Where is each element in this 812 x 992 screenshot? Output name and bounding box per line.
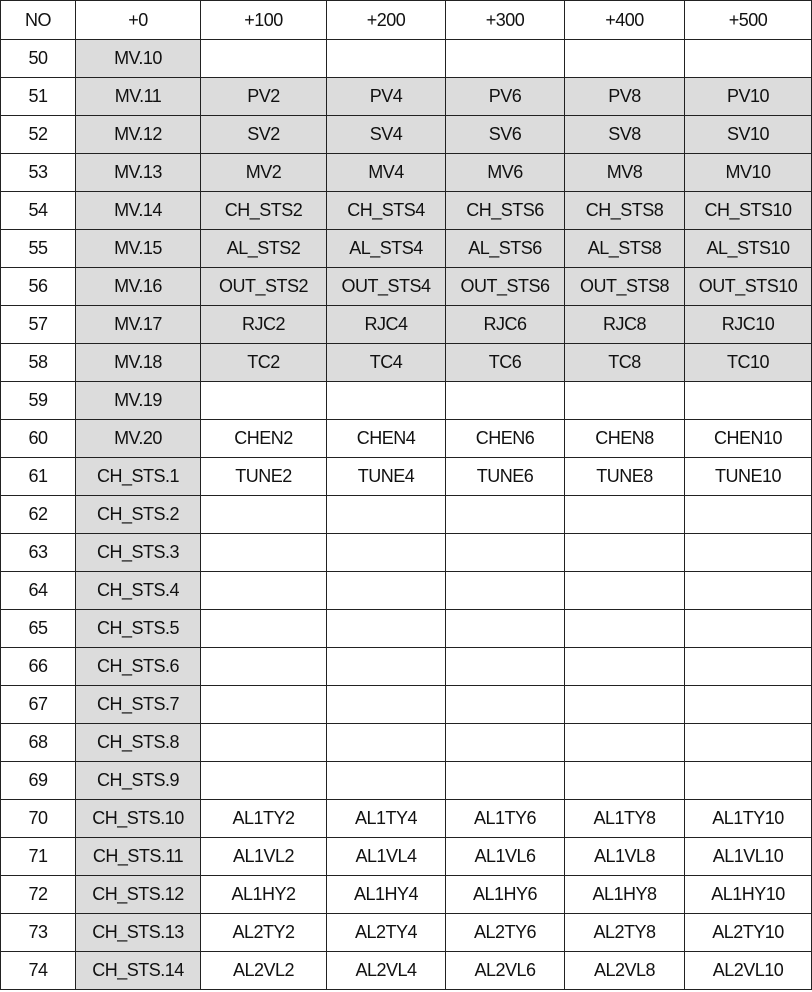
cell-offset-400: MV8 bbox=[565, 154, 685, 192]
table-row bbox=[1, 686, 812, 724]
cell-offset-300 bbox=[446, 382, 565, 420]
cell-no: 74 bbox=[1, 952, 76, 990]
cell-offset-500: SV10 bbox=[685, 116, 812, 154]
cell-offset-500: RJC10 bbox=[685, 306, 812, 344]
cell-offset-0: MV.20 bbox=[76, 420, 201, 458]
cell-offset-100: AL2TY2 bbox=[201, 914, 327, 952]
cell-offset-500 bbox=[685, 686, 812, 724]
cell-no: 50 bbox=[1, 40, 76, 78]
cell-offset-500: TC10 bbox=[685, 344, 812, 382]
cell-offset-300: AL2VL6 bbox=[446, 952, 565, 990]
cell-offset-400: CHEN8 bbox=[565, 420, 685, 458]
cell-offset-200 bbox=[327, 534, 446, 572]
table-row bbox=[1, 724, 812, 762]
cell-offset-500: AL1TY10 bbox=[685, 800, 812, 838]
cell-offset-100: PV2 bbox=[201, 78, 327, 116]
cell-offset-500: MV10 bbox=[685, 154, 812, 192]
cell-offset-0: MV.12 bbox=[76, 116, 201, 154]
cell-offset-300 bbox=[446, 686, 565, 724]
cell-offset-100 bbox=[201, 496, 327, 534]
cell-offset-500 bbox=[685, 534, 812, 572]
cell-no: 55 bbox=[1, 230, 76, 268]
cell-offset-400 bbox=[565, 648, 685, 686]
cell-offset-100: AL1TY2 bbox=[201, 800, 327, 838]
cell-offset-0: CH_STS.12 bbox=[76, 876, 201, 914]
cell-no: 67 bbox=[1, 686, 76, 724]
cell-no: 51 bbox=[1, 78, 76, 116]
cell-offset-100: AL2VL2 bbox=[201, 952, 327, 990]
cell-offset-500 bbox=[685, 762, 812, 800]
cell-offset-400: TUNE8 bbox=[565, 458, 685, 496]
cell-offset-200: OUT_STS4 bbox=[327, 268, 446, 306]
cell-offset-100 bbox=[201, 40, 327, 78]
cell-offset-0: CH_STS.13 bbox=[76, 914, 201, 952]
cell-offset-500: AL_STS10 bbox=[685, 230, 812, 268]
header-no: NO bbox=[1, 1, 76, 40]
table-row bbox=[1, 344, 812, 382]
cell-offset-300: MV6 bbox=[446, 154, 565, 192]
table-row bbox=[1, 40, 812, 78]
cell-offset-200: CH_STS4 bbox=[327, 192, 446, 230]
cell-offset-300 bbox=[446, 648, 565, 686]
cell-no: 61 bbox=[1, 458, 76, 496]
cell-offset-500 bbox=[685, 496, 812, 534]
table-row bbox=[1, 952, 812, 990]
cell-no: 62 bbox=[1, 496, 76, 534]
cell-offset-100 bbox=[201, 382, 327, 420]
table-row bbox=[1, 876, 812, 914]
cell-offset-100: RJC2 bbox=[201, 306, 327, 344]
cell-no: 70 bbox=[1, 800, 76, 838]
table-row bbox=[1, 382, 812, 420]
cell-offset-400 bbox=[565, 534, 685, 572]
cell-offset-200: RJC4 bbox=[327, 306, 446, 344]
cell-offset-500: CH_STS10 bbox=[685, 192, 812, 230]
table-row bbox=[1, 306, 812, 344]
cell-offset-400: RJC8 bbox=[565, 306, 685, 344]
cell-offset-500: TUNE10 bbox=[685, 458, 812, 496]
header-offset-300: +300 bbox=[446, 1, 565, 40]
table-row bbox=[1, 116, 812, 154]
cell-offset-400 bbox=[565, 762, 685, 800]
cell-offset-400: CH_STS8 bbox=[565, 192, 685, 230]
cell-offset-100: AL1HY2 bbox=[201, 876, 327, 914]
cell-no: 72 bbox=[1, 876, 76, 914]
cell-offset-500: AL1HY10 bbox=[685, 876, 812, 914]
cell-offset-0: MV.13 bbox=[76, 154, 201, 192]
cell-offset-300: CHEN6 bbox=[446, 420, 565, 458]
cell-offset-200: MV4 bbox=[327, 154, 446, 192]
cell-offset-500: AL2VL10 bbox=[685, 952, 812, 990]
cell-offset-0: CH_STS.8 bbox=[76, 724, 201, 762]
cell-offset-400: AL1HY8 bbox=[565, 876, 685, 914]
table-row bbox=[1, 154, 812, 192]
cell-offset-0: MV.19 bbox=[76, 382, 201, 420]
cell-no: 66 bbox=[1, 648, 76, 686]
cell-offset-500: CHEN10 bbox=[685, 420, 812, 458]
cell-offset-500: AL1VL10 bbox=[685, 838, 812, 876]
cell-offset-500: OUT_STS10 bbox=[685, 268, 812, 306]
cell-offset-300 bbox=[446, 762, 565, 800]
cell-offset-300: AL1HY6 bbox=[446, 876, 565, 914]
cell-offset-300 bbox=[446, 496, 565, 534]
header-offset-400: +400 bbox=[565, 1, 685, 40]
table-row bbox=[1, 534, 812, 572]
cell-offset-300: AL2TY6 bbox=[446, 914, 565, 952]
cell-offset-200 bbox=[327, 40, 446, 78]
cell-no: 53 bbox=[1, 154, 76, 192]
cell-offset-0: CH_STS.6 bbox=[76, 648, 201, 686]
cell-offset-200: SV4 bbox=[327, 116, 446, 154]
table-row bbox=[1, 192, 812, 230]
header-offset-0: +0 bbox=[76, 1, 201, 40]
cell-offset-0: MV.17 bbox=[76, 306, 201, 344]
cell-offset-400 bbox=[565, 496, 685, 534]
cell-offset-0: CH_STS.11 bbox=[76, 838, 201, 876]
cell-offset-100: AL_STS2 bbox=[201, 230, 327, 268]
cell-offset-100: SV2 bbox=[201, 116, 327, 154]
cell-offset-200: AL_STS4 bbox=[327, 230, 446, 268]
cell-offset-500 bbox=[685, 40, 812, 78]
cell-offset-100: CHEN2 bbox=[201, 420, 327, 458]
cell-offset-500: AL2TY10 bbox=[685, 914, 812, 952]
cell-offset-200 bbox=[327, 724, 446, 762]
cell-offset-0: CH_STS.2 bbox=[76, 496, 201, 534]
cell-offset-200 bbox=[327, 762, 446, 800]
cell-offset-300: TC6 bbox=[446, 344, 565, 382]
cell-offset-100 bbox=[201, 534, 327, 572]
cell-offset-300: AL_STS6 bbox=[446, 230, 565, 268]
cell-no: 64 bbox=[1, 572, 76, 610]
cell-offset-200: CHEN4 bbox=[327, 420, 446, 458]
cell-offset-400: AL2VL8 bbox=[565, 952, 685, 990]
cell-offset-0: CH_STS.1 bbox=[76, 458, 201, 496]
table-row bbox=[1, 648, 812, 686]
cell-offset-500 bbox=[685, 572, 812, 610]
cell-offset-0: MV.18 bbox=[76, 344, 201, 382]
table-row bbox=[1, 572, 812, 610]
header-offset-100: +100 bbox=[201, 1, 327, 40]
cell-offset-200: TC4 bbox=[327, 344, 446, 382]
cell-offset-100: TC2 bbox=[201, 344, 327, 382]
cell-offset-400: OUT_STS8 bbox=[565, 268, 685, 306]
cell-offset-400: SV8 bbox=[565, 116, 685, 154]
cell-no: 59 bbox=[1, 382, 76, 420]
cell-offset-300: AL1TY6 bbox=[446, 800, 565, 838]
cell-offset-400: AL1TY8 bbox=[565, 800, 685, 838]
cell-offset-0: CH_STS.14 bbox=[76, 952, 201, 990]
cell-offset-500 bbox=[685, 382, 812, 420]
cell-no: 68 bbox=[1, 724, 76, 762]
cell-offset-300 bbox=[446, 724, 565, 762]
cell-offset-0: MV.14 bbox=[76, 192, 201, 230]
table-row bbox=[1, 268, 812, 306]
cell-offset-300 bbox=[446, 534, 565, 572]
cell-offset-500 bbox=[685, 610, 812, 648]
cell-offset-0: MV.16 bbox=[76, 268, 201, 306]
table-row bbox=[1, 78, 812, 116]
cell-offset-200: AL2VL4 bbox=[327, 952, 446, 990]
cell-no: 71 bbox=[1, 838, 76, 876]
cell-offset-200: AL2TY4 bbox=[327, 914, 446, 952]
cell-offset-100 bbox=[201, 762, 327, 800]
cell-offset-300: TUNE6 bbox=[446, 458, 565, 496]
table-body bbox=[1, 40, 812, 990]
cell-offset-100: CH_STS2 bbox=[201, 192, 327, 230]
cell-offset-0: CH_STS.5 bbox=[76, 610, 201, 648]
cell-offset-200: AL1VL4 bbox=[327, 838, 446, 876]
cell-offset-100: TUNE2 bbox=[201, 458, 327, 496]
cell-offset-100 bbox=[201, 572, 327, 610]
cell-offset-100 bbox=[201, 686, 327, 724]
cell-offset-100: AL1VL2 bbox=[201, 838, 327, 876]
cell-offset-0: CH_STS.10 bbox=[76, 800, 201, 838]
table-row bbox=[1, 800, 812, 838]
cell-no: 52 bbox=[1, 116, 76, 154]
cell-offset-400 bbox=[565, 382, 685, 420]
cell-offset-100 bbox=[201, 724, 327, 762]
table-header-row bbox=[1, 1, 812, 40]
header-offset-500: +500 bbox=[685, 1, 812, 40]
cell-offset-400: TC8 bbox=[565, 344, 685, 382]
table-row bbox=[1, 610, 812, 648]
cell-offset-500 bbox=[685, 724, 812, 762]
cell-no: 58 bbox=[1, 344, 76, 382]
table-row bbox=[1, 458, 812, 496]
cell-offset-400: AL2TY8 bbox=[565, 914, 685, 952]
cell-no: 73 bbox=[1, 914, 76, 952]
cell-offset-0: MV.10 bbox=[76, 40, 201, 78]
cell-offset-300: OUT_STS6 bbox=[446, 268, 565, 306]
cell-offset-200 bbox=[327, 610, 446, 648]
cell-offset-100 bbox=[201, 610, 327, 648]
table-row bbox=[1, 914, 812, 952]
cell-offset-300: CH_STS6 bbox=[446, 192, 565, 230]
cell-no: 65 bbox=[1, 610, 76, 648]
cell-offset-0: CH_STS.7 bbox=[76, 686, 201, 724]
cell-offset-0: MV.11 bbox=[76, 78, 201, 116]
cell-offset-200 bbox=[327, 686, 446, 724]
cell-offset-400: AL_STS8 bbox=[565, 230, 685, 268]
cell-offset-200 bbox=[327, 496, 446, 534]
cell-offset-100 bbox=[201, 648, 327, 686]
cell-offset-400 bbox=[565, 686, 685, 724]
cell-offset-100: OUT_STS2 bbox=[201, 268, 327, 306]
cell-offset-0: CH_STS.4 bbox=[76, 572, 201, 610]
cell-no: 63 bbox=[1, 534, 76, 572]
cell-no: 69 bbox=[1, 762, 76, 800]
cell-offset-0: CH_STS.3 bbox=[76, 534, 201, 572]
cell-offset-300 bbox=[446, 572, 565, 610]
cell-offset-300: RJC6 bbox=[446, 306, 565, 344]
cell-offset-200: AL1HY4 bbox=[327, 876, 446, 914]
cell-offset-200 bbox=[327, 382, 446, 420]
cell-offset-0: CH_STS.9 bbox=[76, 762, 201, 800]
table-row bbox=[1, 420, 812, 458]
cell-offset-300 bbox=[446, 610, 565, 648]
table-row bbox=[1, 838, 812, 876]
cell-no: 57 bbox=[1, 306, 76, 344]
cell-offset-200 bbox=[327, 572, 446, 610]
cell-offset-400 bbox=[565, 610, 685, 648]
cell-offset-400: AL1VL8 bbox=[565, 838, 685, 876]
cell-offset-300: SV6 bbox=[446, 116, 565, 154]
cell-offset-0: MV.15 bbox=[76, 230, 201, 268]
cell-offset-400 bbox=[565, 724, 685, 762]
table-row bbox=[1, 496, 812, 534]
cell-no: 54 bbox=[1, 192, 76, 230]
cell-offset-200: TUNE4 bbox=[327, 458, 446, 496]
table-row bbox=[1, 762, 812, 800]
cell-offset-100: MV2 bbox=[201, 154, 327, 192]
cell-no: 60 bbox=[1, 420, 76, 458]
cell-offset-400: PV8 bbox=[565, 78, 685, 116]
header-offset-200: +200 bbox=[327, 1, 446, 40]
cell-offset-300: AL1VL6 bbox=[446, 838, 565, 876]
cell-offset-200 bbox=[327, 648, 446, 686]
cell-offset-300 bbox=[446, 40, 565, 78]
cell-offset-200: AL1TY4 bbox=[327, 800, 446, 838]
cell-offset-500 bbox=[685, 648, 812, 686]
cell-no: 56 bbox=[1, 268, 76, 306]
cell-offset-500: PV10 bbox=[685, 78, 812, 116]
cell-offset-200: PV4 bbox=[327, 78, 446, 116]
cell-offset-300: PV6 bbox=[446, 78, 565, 116]
table-row bbox=[1, 230, 812, 268]
cell-offset-400 bbox=[565, 572, 685, 610]
cell-offset-400 bbox=[565, 40, 685, 78]
